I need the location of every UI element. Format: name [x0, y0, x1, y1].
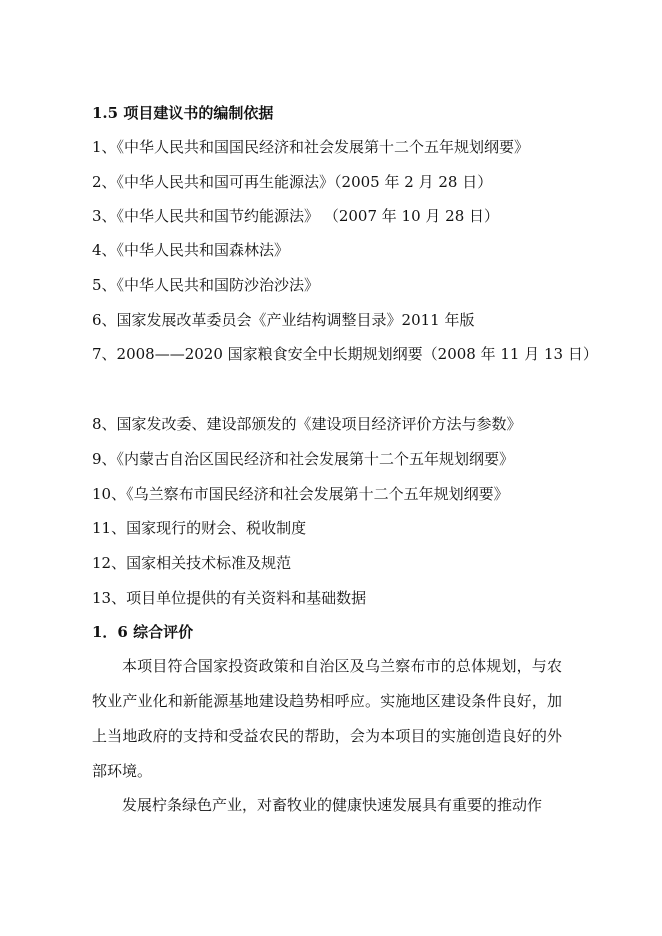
list-item: 12、国家相关技术标准及规范: [92, 554, 292, 572]
list-item: 9、《内蒙古自治区国民经济和社会发展第十二个五年规划纲要》: [92, 450, 515, 468]
list-item: 13、项目单位提供的有关资料和基础数据: [92, 589, 367, 607]
paragraph: 本项目符合国家投资政策和自治区及乌兰察布市的总体规划，与农牧业产业化和新能源基地建设趋势相呼应。实施地区建设条件良好，加上当地政府的支持和受益农民的帮助，会为本项目的实施创造良好的外部环境。: [92, 657, 562, 780]
list-item: 7、2008——2020 国家粮食安全中长期规划纲要（2008 年 11 月 13 日）: [92, 345, 598, 363]
list-item: 8、国家发改委、建设部颁发的《建设项目经济评价方法与参数》: [92, 415, 522, 433]
list-item: 10、《乌兰察布市国民经济和社会发展第十二个五年规划纲要》: [92, 485, 509, 503]
list-item: 4、《中华人民共和国森林法》: [92, 241, 290, 259]
section-heading-1-6: 1．6 综合评价: [92, 623, 194, 641]
list-item: 3、《中华人民共和国节约能源法》 （2007 年 10 月 28 日）: [92, 207, 500, 225]
list-item: 5、《中华人民共和国防沙治沙法》: [92, 276, 320, 294]
list-item: 11、国家现行的财会、税收制度: [92, 519, 307, 537]
list-item: 1、《中华人民共和国国民经济和社会发展第十二个五年规划纲要》: [92, 138, 530, 156]
paragraph: 发展柠条绿色产业，对畜牧业的健康快速发展具有重要的推动作: [122, 796, 543, 814]
section-heading-1-5: 1.5 项目建议书的编制依据: [92, 104, 274, 122]
list-item: 6、国家发展改革委员会《产业结构调整目录》2011 年版: [92, 311, 475, 329]
list-item: 2、《中华人民共和国可再生能源法》（2005 年 2 月 28 日）: [92, 173, 493, 191]
